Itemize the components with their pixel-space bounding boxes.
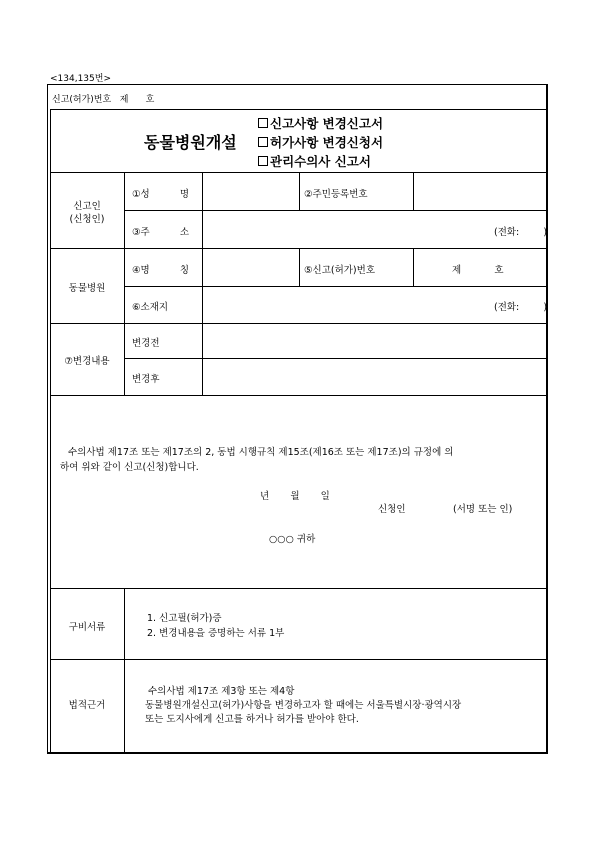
applicant-phone-label: (전화: ) [494,227,548,238]
applicant-section-label: 신고인 (신청인) [69,201,105,225]
after-field[interactable] [203,359,545,394]
hospital-phone-label: (전화: ) [494,302,548,313]
form-title: 동물병원개설 [144,133,237,152]
documents-label: 구비서류 [68,622,106,633]
form-number: <134,135번> [50,74,111,84]
title-option-change-permit[interactable]: 허가사항 변경신청서 [258,133,383,152]
title-option-change-report[interactable]: 신고사항 변경신고서 [258,114,383,133]
recipient: ○○○ 귀하 [269,534,316,545]
signature-field[interactable]: (서명 또는 인) [453,504,513,515]
address-field[interactable] [203,211,483,247]
id-number-field[interactable] [414,173,545,209]
declaration-line2: 하여 위와 같이 신고(신청)합니다. [60,462,199,473]
id-number-label: ②주민등록번호 [304,189,368,200]
change-section-label: ⑦변경내용 [64,356,110,367]
title-options [258,114,383,171]
hospital-receipt-label: ⑤신고(허가)번호 [304,265,375,276]
legal-label: 법적근거 [68,700,106,711]
name-field[interactable] [203,173,298,209]
location-label: ⑥소재지 [132,302,169,313]
checkbox-icon[interactable] [258,156,268,166]
applicant-signature-label: 신청인 [378,504,406,515]
hospital-section-label: 동물병원 [68,283,106,294]
hospital-name-label: ④명 칭 [132,265,190,276]
documents-list [147,611,284,641]
declaration-line1: 수의사법 제17조 또는 제17조의 2, 동법 시행규칙 제15조(제16조 또는 제17조)의 규정에 의 [68,447,454,458]
checkbox-icon[interactable] [258,118,268,128]
checkbox-icon[interactable] [258,137,268,147]
legal-text: 수의사법 제17조 제3항 또는 제4항 동물병원개설신고(허가)사항을 변경하고자 할 때에는 서울특별시장·광역시장 또는 도지사에게 신고를 하거나 허가를 받아야 한다. [145,686,462,725]
address-label: ③주 소 [132,227,190,238]
declaration-date: 년 월 일 [260,491,330,502]
document-item: 1. 신고필(허가)증 [147,613,222,624]
before-field[interactable] [203,324,545,357]
name-label: ①성 명 [132,189,190,200]
before-label: 변경전 [132,338,160,349]
after-label: 변경후 [132,374,160,385]
title-option-vet-report[interactable]: 관리수의사 신고서 [258,152,383,171]
hospital-name-field[interactable] [203,249,298,285]
hospital-receipt-value: 제 호 [452,265,504,276]
location-field[interactable] [203,287,483,322]
document-item: 2. 변경내용을 증명하는 서류 1부 [147,628,285,639]
receipt-number: 신고(허가)번호 제 호 [52,95,155,105]
